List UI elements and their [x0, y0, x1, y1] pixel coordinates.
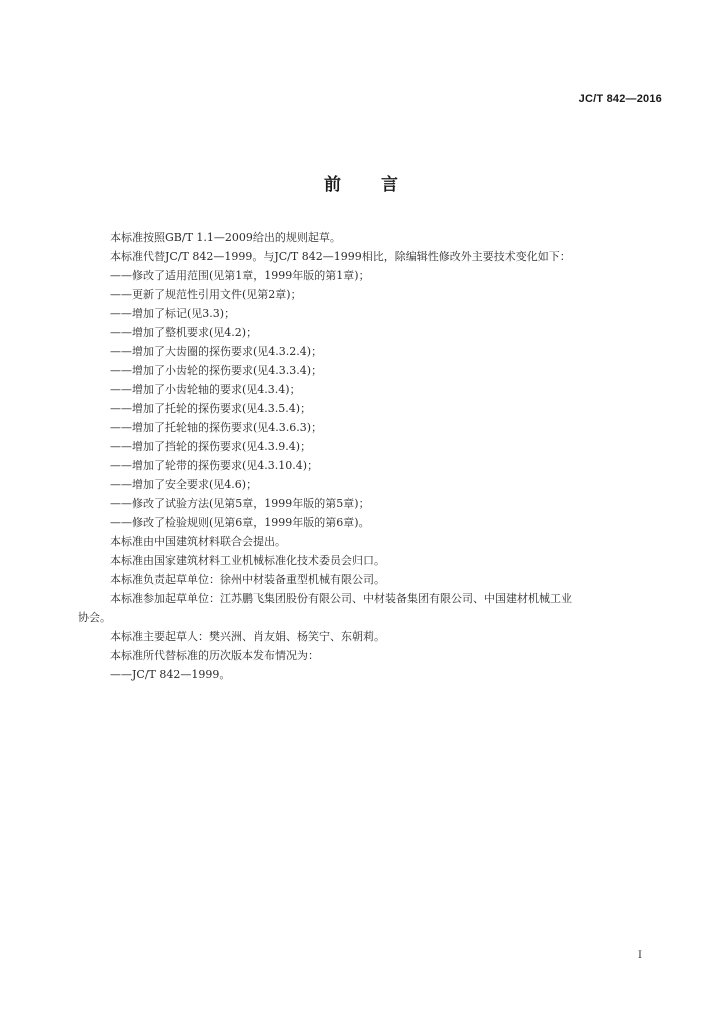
change-item: ——增加了托轮的探伤要求(见4.3.5.4)； — [110, 402, 312, 415]
change-item: ——增加了安全要求(见4.6)； — [110, 478, 258, 491]
paragraph-lead-drafter: 本标准负责起草单位：徐州中材装备重型机械有限公司。 — [110, 573, 385, 586]
paragraph-previous-editions: 本标准所代替标准的历次版本发布情况为： — [110, 649, 319, 662]
change-item: ——增加了整机要求(见4.2)； — [110, 326, 258, 339]
paragraph-participants-line-2: 协会。 — [78, 611, 111, 624]
paragraph-participants-line-1: 本标准参加起草单位：江苏鹏飞集团股份有限公司、中材装备集团有限公司、中国建材机械工业 — [110, 592, 572, 605]
change-item: ——增加了小齿轮轴的要求(见4.3.4)； — [110, 383, 301, 396]
change-item: ——增加了小齿轮的探伤要求(见4.3.3.4)； — [110, 364, 323, 377]
change-item: ——修改了检验规则(见第6章，1999年版的第6章)。 — [110, 516, 370, 529]
paragraph-proposer: 本标准由中国建筑材料联合会提出。 — [110, 535, 286, 548]
paragraph-committee: 本标准由国家建筑材料工业机械标准化技术委员会归口。 — [110, 554, 385, 567]
paragraph-drafting-rules: 本标准按照GB/T 1.1—2009给出的规则起草。 — [110, 231, 341, 244]
paragraph-replacement: 本标准代替JC/T 842—1999。与JC/T 842—1999相比，除编辑性修改外主要技术变化如下： — [110, 250, 571, 263]
foreword-body — [78, 228, 668, 684]
title-part-1: 前 — [324, 175, 343, 195]
change-item: ——增加了挡轮的探伤要求(见4.3.9.4)； — [110, 440, 312, 453]
change-item: ——增加了大齿圈的探伤要求(见4.3.2.4)； — [110, 345, 323, 358]
title-part-2: 言 — [381, 175, 400, 195]
previous-edition-item: ——JC/T 842—1999。 — [110, 668, 231, 681]
changes-list — [88, 266, 668, 532]
change-item: ——修改了试验方法(见第5章，1999年版的第5章)； — [110, 497, 370, 510]
change-item: ——增加了托轮轴的探伤要求(见4.3.6.3)； — [110, 421, 323, 434]
change-item: ——修改了适用范围(见第1章，1999年版的第1章)； — [110, 269, 370, 282]
change-item: ——增加了标记(见3.3)； — [110, 307, 236, 320]
page-number: I — [638, 950, 642, 961]
page-title — [0, 170, 724, 195]
change-item: ——更新了规范性引用文件(见第2章)； — [110, 288, 302, 301]
change-item: ——增加了轮带的探伤要求(见4.3.10.4)； — [110, 459, 319, 472]
standard-code: JC/T 842—2016 — [578, 93, 662, 105]
paragraph-main-drafters: 本标准主要起草人：樊兴洲、肖友娟、杨笑宁、东朝莉。 — [110, 630, 385, 643]
